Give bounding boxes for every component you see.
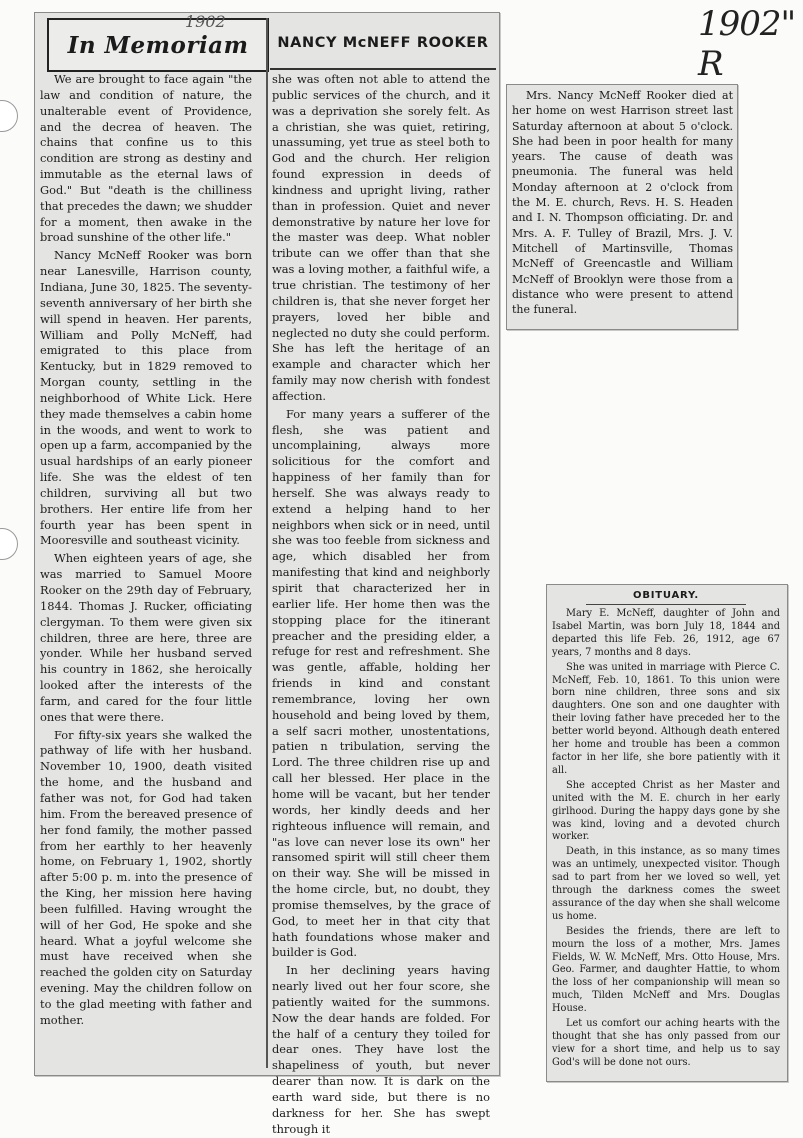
obituary-title: OBITUARY.	[633, 590, 699, 601]
paragraph: For many years a sufferer of the flesh, she was patient and uncomplaining, always more solicitious for the comfort and happiness of her family than for herself. She was always ready to extend a helping hand to her neighbors when sick or in need, until she was too feeble from sickness and age, which disabled her from manifesting that kind and neighborly spirit that characterized her in earlier life. Her home then was the stopping place for the itinerant preacher and the presiding elder, a refuge for rest and refreshment. She was gentle, affable, holding her friends in kind and constant remembrance, loving her own household and being loved by them, a self sacri mother, unostentations, patien n tribulation, serving the Lord. The three children rise up and call her blessed. Her place in the home will be vacant, but her tender words, her kindly deeds and her righteous influence will remain, and "as love can never lose its own" her ransomed spirit will still cheer them on their way. She will be missed in the home circle, but, no doubt, they promise themselves, by the grace of God, to meet her in that city that hath foundations whose maker and builder is God.	[272, 406, 490, 960]
obituary-body	[552, 608, 780, 1080]
banner-title: In Memoriam	[67, 31, 249, 59]
binder-hole	[0, 100, 18, 132]
paragraph: For fifty-six years she walked the pathway of life with her husband. November 10, 1900, death visited the home, and the husband and father was not, for God had taken him. From the bereaved presence of her fond family, the mother passed from her earthly to her heavenly home, on February 1, 1902, shortly after 5:00 p. m. into the presence of the King, her mission here having been fulfilled. Having wrought the will of her God, He spoke and she heard. What a joyful welcome she must have received when she reached the golden city on Saturday evening. May the children follow on to the glad meeting with father and mother.	[40, 727, 252, 1027]
paragraph: She accepted Christ as her Master and united with the M. E. church in her early girlhood. During the happy days gone by she was kind, loving and a devoted church worker.	[552, 779, 780, 843]
handwritten-year-note: 1902" R	[698, 4, 796, 84]
paragraph: In her declining years having nearly lived out her four score, she patiently waited for the summons. Now the dear hands are folded. For the half of a century they toiled for dear ones. They have lost the shapeliness of youth, but never dearer than now. It is dark on the earth ward side, but there is no darkness for her. She has swept through it	[272, 963, 490, 1136]
column-divider	[266, 18, 268, 1068]
memoriam-column-1	[40, 72, 252, 1072]
paragraph: When eighteen years of age, she was married to Samuel Moore Rooker on the 29th day of February, 1844. Thomas J. Rucker, officiating clergyman. To them were given six children, three are here, three are yonder. While her husband served his country in 1862, she heroically looked after the interests of the farm, and cared for the four little ones that were there.	[40, 551, 252, 724]
binder-hole	[0, 528, 18, 560]
name-heading	[270, 18, 496, 70]
notice-text: Mrs. Nancy McNeff Rooker died at her home on west Harrison street last Saturday afternoon at about 5 o'clock. She had been in poor health for many years. The cause of death was pneumonia. The funeral was held Monday afternoon at 2 o'clock from the M. E. church, Revs. H. S. Headen and I. N. Thompson officiating. Dr. and Mrs. A. F. Tulley of Brazil, Mrs. J. V. Mitchell of Martinsville, Thomas McNeff of Greencastle and William McNeff of Brooklyn were those from a distance who were present to attend the funeral.	[512, 89, 733, 317]
in-memoriam-banner	[47, 18, 269, 72]
paragraph: We are brought to face again "the law and condition of nature, the unalterable event of Providence, and the decrea of heaven. The chains that confine us to this condition are strong as destiny and immutable as the eternal laws of God." But "death is the chilliness that precedes the dawn; we shudder for a moment, then awake in the broad sunshine of the other life."	[40, 72, 252, 245]
title-rule	[586, 604, 746, 605]
paragraph: She was united in marriage with Pierce C. McNeff, Feb. 10, 1861. To this union were born nine children, three sons and six daughters. One son and one daughter with their loving father have preceded her to the better world beyond. Although death entered her home and trouble has been a common factor in her life, she bore patiently with it all.	[552, 661, 780, 776]
paragraph: Death, in this instance, as so many times was an untimely, unexpected visitor. Though sad to part from her we loved so well, yet through the darkness comes the sweet assurance of the day when she shall welcome us home.	[552, 846, 780, 922]
deceased-name: NANCY McNEFF ROOKER	[277, 35, 489, 51]
paragraph: Mary E. McNeff, daughter of John and Isabel Martin, was born July 18, 1844 and departed this life Feb. 26, 1912, age 67 years, 7 months and 8 days.	[552, 608, 780, 658]
paragraph: she was often not able to attend the public services of the church, and it was a deprivation she sorely felt. As a christian, she was quiet, retiring, unassuming, yet true as steel both to God and the church. Her religion found expression in deeds of kindness and upright living, rather than in profession. Quiet and never demonstrative by nature her love for the master was deep. What nobler tribute can we offer than that she was a loving mother, a faithful wife, a true christian. The testimony of her children is, that she never forget her prayers, loved her bible and neglected no duty she could perform. She has left the heritage of an example and character which her family may now cherish with fondest affection.	[272, 72, 490, 403]
paragraph: Let us comfort our aching hearts with the thought that she has only passed from our view for a short time, and help us to say God's will be done not ours.	[552, 1018, 780, 1068]
paragraph: Nancy McNeff Rooker was born near Lanesville, Harrison county, Indiana, June 30, 1825. The seventy-seventh anniversary of her birth she will spend in heaven. Her parents, William and Polly McNeff, had emigrated to this place from Kentucky, but in 1829 removed to Morgan county, settling in the neighborhood of White Lick. Here they made themselves a cabin home in the woods, and went to work to open up a farm, accompanied by the usual hardships of an early pioneer life. She was the eldest of ten children, surviving all but two brothers. Her entire life from her fourth year has been spent in Mooresville and southeast vicinity.	[40, 248, 252, 548]
death-notice	[512, 88, 733, 326]
paragraph: Besides the friends, there are left to mourn the loss of a mother, Mrs. James Fields, W. W. McNeff, Mrs. Otto House, Mrs. Geo. Farmer, and daughter Hattie, to whom the loss of her companionship will mean so much, Tilden McNeff and Mrs. Douglas House.	[552, 925, 780, 1015]
handwritten-date: 1902	[185, 12, 226, 31]
memoriam-column-2	[272, 72, 490, 1136]
